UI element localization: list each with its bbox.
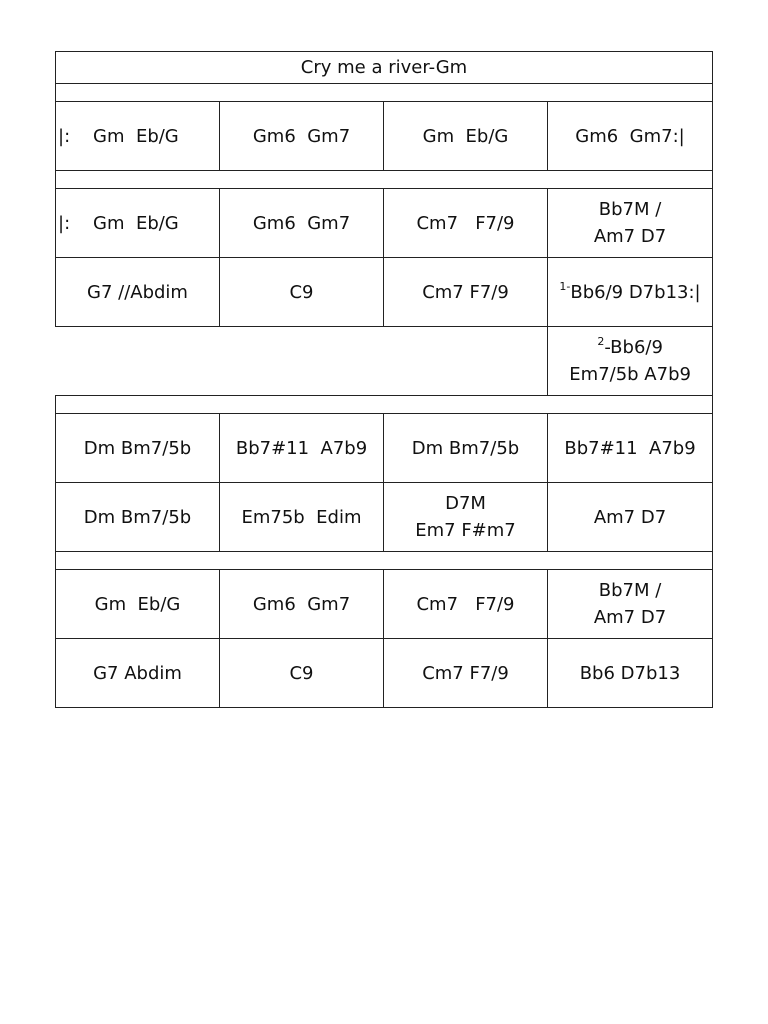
bar-cell: Gm Eb/G (55, 569, 220, 639)
bar-cell: Dm Bm7/5b (55, 482, 220, 552)
section-a-row-1 (55, 102, 713, 171)
bar-cell: Gm6 Gm7 (219, 569, 384, 639)
section-d-row-1 (55, 570, 713, 639)
song-title: Cry me a river-Gm (55, 51, 713, 84)
bar-cell: Gm Eb/G (383, 101, 548, 171)
bar-cell: |: Gm Eb/G (55, 188, 220, 258)
bar-cell: Gm6 Gm7 (219, 101, 384, 171)
chord-line: Bb6/9 D7b13:| (570, 281, 701, 303)
chord-line: D7M (445, 493, 486, 514)
bar-cell: Gm6 Gm7 (219, 188, 384, 258)
empty-space (55, 326, 548, 396)
bar-cell: Bb6 D7b13 (547, 638, 713, 708)
chord-line: Em7/5b A7b9 (569, 364, 691, 385)
bar-cell: Cm7 F7/9 (383, 188, 548, 258)
spacer-row (55, 551, 713, 570)
chord-line: Am7 D7 (593, 226, 667, 247)
bar-cell: Cm7 F7/9 (383, 569, 548, 639)
ending-number: 1- (559, 279, 571, 293)
chord-chart (55, 52, 713, 708)
ending-number: 2 (597, 335, 605, 348)
ending-2-row (55, 327, 713, 396)
bar-cell (547, 188, 713, 258)
chord-line: Bb7M / (598, 199, 662, 220)
bar-cell: C9 (219, 638, 384, 708)
ending-1-cell (547, 257, 713, 327)
chord-line: Bb7M / (598, 580, 662, 601)
spacer-row (55, 170, 713, 189)
section-b-row-1 (55, 189, 713, 258)
chord-line: Am7 D7 (593, 607, 667, 628)
chord-line: Em7 F#m7 (415, 520, 516, 541)
bar-cell: Cm7 F7/9 (383, 257, 548, 327)
bar-cell: G7 //Abdim (55, 257, 220, 327)
chord-text: -Bb6/9 (604, 337, 663, 358)
bar-cell: |: Gm Eb/G (55, 101, 220, 171)
section-b-row-2 (55, 258, 713, 327)
section-d-row-2 (55, 639, 713, 708)
section-c-row-1 (55, 414, 713, 483)
bar-cell: Gm6 Gm7:| (547, 101, 713, 171)
spacer-row (55, 83, 713, 102)
bar-cell (383, 482, 548, 552)
spacer-row (55, 395, 713, 414)
bar-cell: Dm Bm7/5b (55, 413, 220, 483)
bar-cell: Am7 D7 (547, 482, 713, 552)
bar-cell (547, 569, 713, 639)
bar-cell: Em75b Edim (219, 482, 384, 552)
bar-cell: Dm Bm7/5b (383, 413, 548, 483)
section-c-row-2 (55, 483, 713, 552)
ending-2-cell (547, 326, 713, 396)
bar-cell: G7 Abdim (55, 638, 220, 708)
bar-cell: Bb7#11 A7b9 (547, 413, 713, 483)
bar-cell: Cm7 F7/9 (383, 638, 548, 708)
bar-cell: C9 (219, 257, 384, 327)
chord-line (597, 334, 663, 361)
bar-cell: Bb7#11 A7b9 (219, 413, 384, 483)
